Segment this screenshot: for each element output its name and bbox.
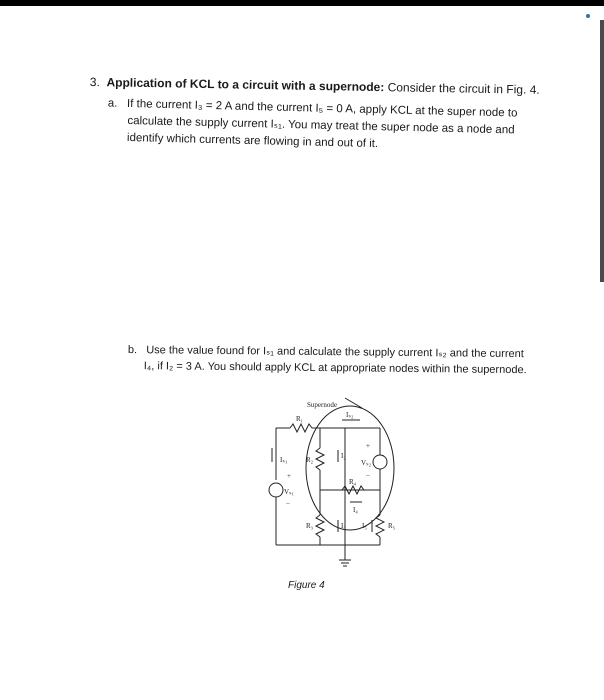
part-b-line-1: Use the value found for Iₛ₁ and calculate the supply current Iₛ₂ and the current (146, 344, 524, 361)
resistor-r5 (376, 515, 384, 537)
part-b-label: b. (127, 343, 138, 357)
supernode-boundary (306, 406, 394, 530)
label-plus-vs2: + (366, 442, 370, 450)
part-b-line-2: I₄, if I₂ = 3 A. You should apply KCL at appropriate nodes within the supernode. (143, 360, 527, 377)
part-a-label: a. (107, 97, 118, 110)
question-intro: Consider the circuit in Fig. 4. (387, 80, 540, 97)
resistor-r2 (316, 448, 324, 470)
source-vs1 (269, 483, 283, 497)
label-r4: R₄ (349, 478, 357, 486)
figure-caption: Figure 4 (288, 580, 325, 591)
label-r3: R₃ (306, 522, 314, 530)
label-is2: Iₛ₂ (346, 411, 354, 419)
label-i4: I₄ (353, 506, 358, 514)
label-i5: I₅ (362, 522, 367, 530)
source-vs2 (373, 455, 387, 469)
resistor-r1 (290, 424, 312, 432)
label-is1: Iₛ₁ (280, 456, 288, 464)
part-a-line-3: identify which currents are flowing in and out of it. (126, 131, 379, 151)
label-r1: R₁ (296, 415, 304, 423)
question-title: Application of KCL to a circuit with a supernode: (106, 75, 385, 95)
label-vs1: Vₛ₁ (284, 488, 295, 496)
label-i3: I₃ (341, 522, 346, 530)
label-vs2: Vₛ₂ (361, 459, 372, 467)
part-a-line-2: calculate the supply current Iₛ₁. You may treat the super node as a node and (127, 114, 515, 137)
label-plus-vs1: + (287, 472, 291, 480)
part-a-line-1: If the current I₃ = 2 A and the current I₅ = 0 A, apply KCL at the super node to (126, 97, 518, 120)
label-r2: R₂ (306, 456, 314, 464)
resistor-r3 (316, 515, 324, 537)
label-i2: I₂ (341, 452, 346, 460)
label-minus-vs1: − (286, 500, 290, 508)
question-number: 3. (89, 74, 100, 90)
supernode-label: Supernode (307, 401, 337, 409)
label-r5: R₅ (388, 522, 396, 530)
label-minus-vs2: − (366, 472, 370, 480)
